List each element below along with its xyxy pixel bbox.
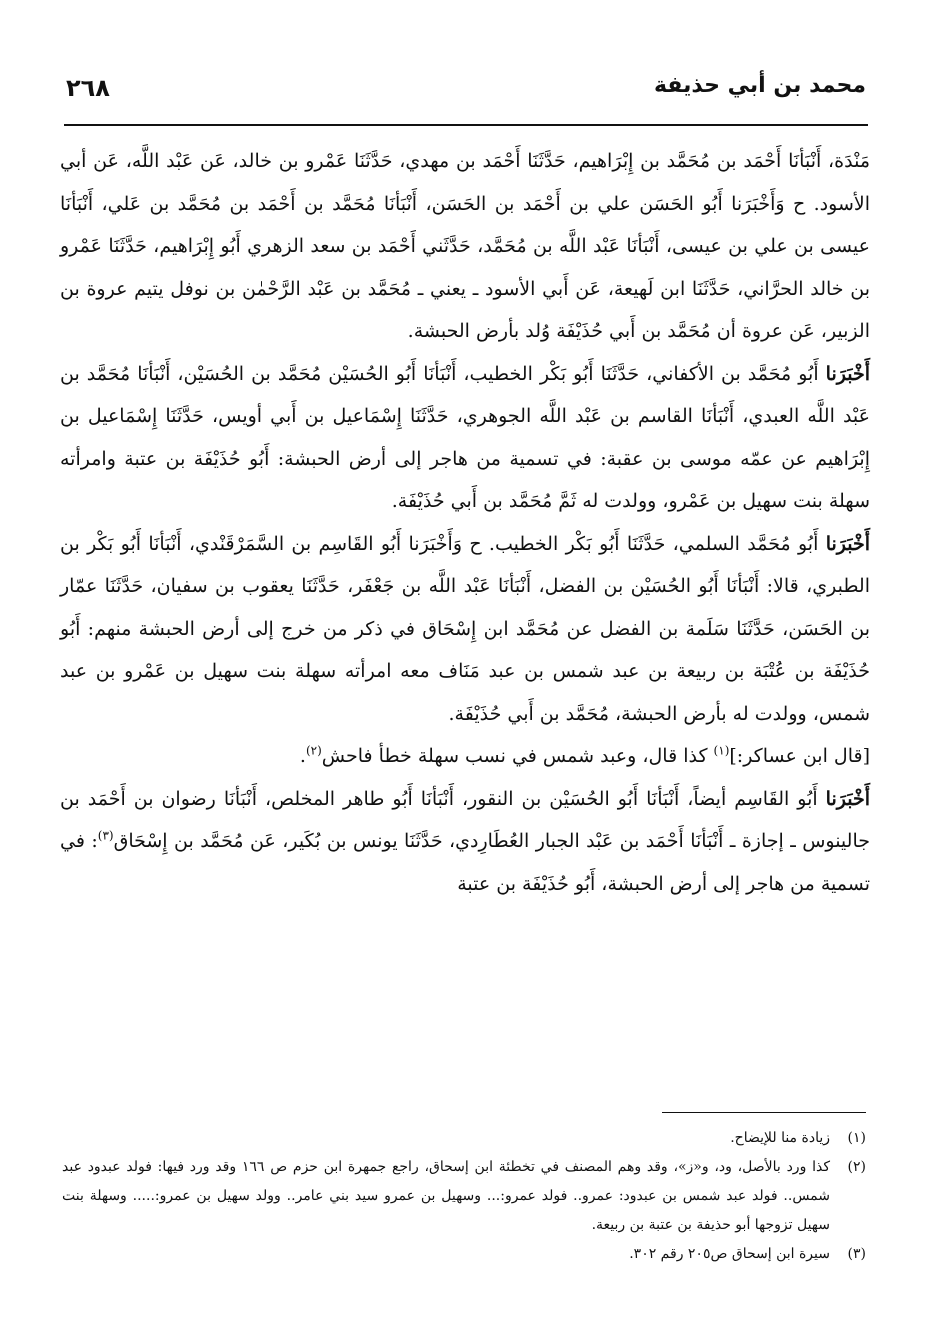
paragraph-3-lead: أَخْبَرَنا: [825, 532, 871, 555]
footnote-ref-2: (٢): [305, 743, 322, 758]
paragraph-4-rest: كذا قال، وعبد شمس في نسب سهلة خطأ فاحش: [321, 745, 714, 767]
paragraph-4: [60, 735, 870, 778]
paragraph-5-text: أَبُو القَاسِم أيضاً، أَنْبَأنَا أَبُو الحُسَيْن بن النقور، أَنْبَأنَا أَبُو طاهر المخلص، أَنْبَأنَا رضوان بن أَحْمَد بن جالينوس ـ إجازة ـ أَنْبَأنَا أَحْمَد بن عَبْد الجبار العُطَارِدي، حَدَّثَنَا يونس بن بُكَير، عَن مُحَمَّد بن إِسْحَاق: [60, 787, 870, 852]
footnote-text: سيرة ابن إسحاق ص٢٠٥ رقم ٣٠٢.: [629, 1246, 830, 1262]
paragraph-5: [60, 778, 870, 906]
paragraph-2-lead: أَخْبَرَنا: [825, 362, 870, 385]
footnote-number: (٢): [847, 1159, 866, 1175]
paragraph-5-lead: أَخْبَرَنا: [825, 787, 870, 810]
running-title: محمد بن أبي حذيفة: [653, 73, 866, 98]
paragraph-4-end: .: [299, 745, 306, 767]
header-rule: [64, 124, 868, 126]
footnote-number: (١): [847, 1130, 866, 1146]
footnote-1: [62, 1124, 866, 1153]
footnote-2: [62, 1153, 866, 1240]
paragraph-2-text: أَبُو مُحَمَّد بن الأكفاني، حَدَّثَنَا أَبُو بَكْر الخطيب، أَنْبَأنَا أَبُو الحُسَيْن مُحَمَّد بن الحُسَيْن، أَنْبَأنَا مُحَمَّد بن عَبْد اللَّه العبدي، أَنْبَأنَا القاسم بن عَبْد اللَّه الجوهري، حَدَّثَنَا إِسْمَاعيل بن أَبي أويس، حَدَّثَنَا إِسْمَاعيل بن إِبْرَاهيم عن عمّه موسى بن عقبة: في تسمية من هاجر إلى أرض الحبشة: أَبُو حُذَيْفَة بن عتبة وامرأته سهلة بنت سهيل بن عَمْرو، وولدت له ثَمَّ مُحَمَّد بن أَبي حُذَيْفَة.: [60, 362, 870, 512]
footnote-number: (٣): [847, 1246, 866, 1262]
paragraph-1: [60, 140, 870, 353]
page-number: ٢٦٨: [66, 74, 110, 102]
footnotes: [62, 1124, 866, 1269]
paragraph-5-rest: : في تسمية من هاجر إلى أرض الحبشة، أَبُو حُذَيْفَة بن عتبة: [60, 830, 870, 895]
body-text: [60, 140, 870, 905]
paragraph-3-text: أَبُو مُحَمَّد السلمي، حَدَّثَنَا أَبُو بَكْر الخطيب. ح وَأَخْبَرَنا أَبُو القَاسِم بن السَّمَرْقَنْدي، أَنْبَأنَا أَبُو بَكْر بن الطبري، قالا: أَنْبَأنَا أَبُو الحُسَيْن بن الفضل، أَنْبَأنَا عَبْد اللَّه بن جَعْفَر، حَدَّثَنَا يعقوب بن سفيان، حَدَّثَنَا عمّار بن الحَسَن، حَدَّثَنَا سَلَمة بن الفضل عن مُحَمَّد ابن إِسْحَاق في ذكر من خرج إلى أرض الحبشة منهم: أَبُو حُذَيْفَة بن عُتْبَة بن ربيعة بن عبد شمس بن عبد مَنَاف معه امرأته سهلة بنت سهيل بن عَمْرو بن عبد شمس، وولدت له بأرض الحبشة، مُحَمَّد بن أَبي حُذَيْفَة.: [60, 532, 870, 725]
footnote-text: كذا ورد بالأصل، ود، و«ز»، وقد وهم المصنف في تخطئة ابن إسحاق، راجع جمهرة ابن حزم ص ١٦٦ وقد ورد فيها: فولد عبدود عبد شمس.. فولد عبد شمس بن عبدود: عمرو.. فولد عمرو:... وسهيل بن عمرو سيد بني عامر.. وولد سهيل بن عمرو:..... وسهلة بنت سهيل تزوجها أبو حذيفة بن عتبة بن ربيعة.: [62, 1159, 830, 1233]
footnote-ref-3: (٣): [97, 828, 114, 843]
footnote-ref-1: (١): [713, 743, 730, 758]
footnote-rule: [662, 1112, 866, 1113]
paragraph-1-text: مَنْدَة، أَنْبَأنَا أَحْمَد بن مُحَمَّد بن إِبْرَاهيم، حَدَّثَنَا أَحْمَد بن مهدي، حَدَّثَنَا عَمْرو بن خالد، عَن عَبْد اللَّه، عَن أبي الأسود. ح وَأَخْبَرَنا أَبُو الحَسَن علي بن أَحْمَد بن الحَسَن، أَنْبَأنَا مُحَمَّد بن أَحْمَد بن مُحَمَّد بن عَلي، أَنْبَأنَا عيسى بن علي بن عيسى، أَنْبَأنَا عَبْد اللَّه بن مُحَمَّد، حَدَّثَني أَحْمَد بن سعد الزهري أَبُو إِبْرَاهيم، حَدَّثَنَا عَمْرو بن خالد الحرَّاني، حَدَّثَنَا ابن لَهيعة، عَن أَبي الأسود ـ يعني ـ مُحَمَّد بن عَبْد الرَّحْمٰن بن نوفل يتيم عروة بن الزبير، عَن عروة أن مُحَمَّد بن أَبي حُذَيْفَة وُلد بأرض الحبشة.: [60, 150, 871, 342]
footnote-text: زيادة منا للإيضاح.: [730, 1130, 830, 1146]
footnote-3: [62, 1240, 866, 1269]
paragraph-2: [60, 353, 870, 523]
running-head: [66, 70, 866, 110]
paragraph-4-text: [قال ابن عساكر:]: [729, 745, 870, 767]
paragraph-3: [60, 523, 870, 736]
